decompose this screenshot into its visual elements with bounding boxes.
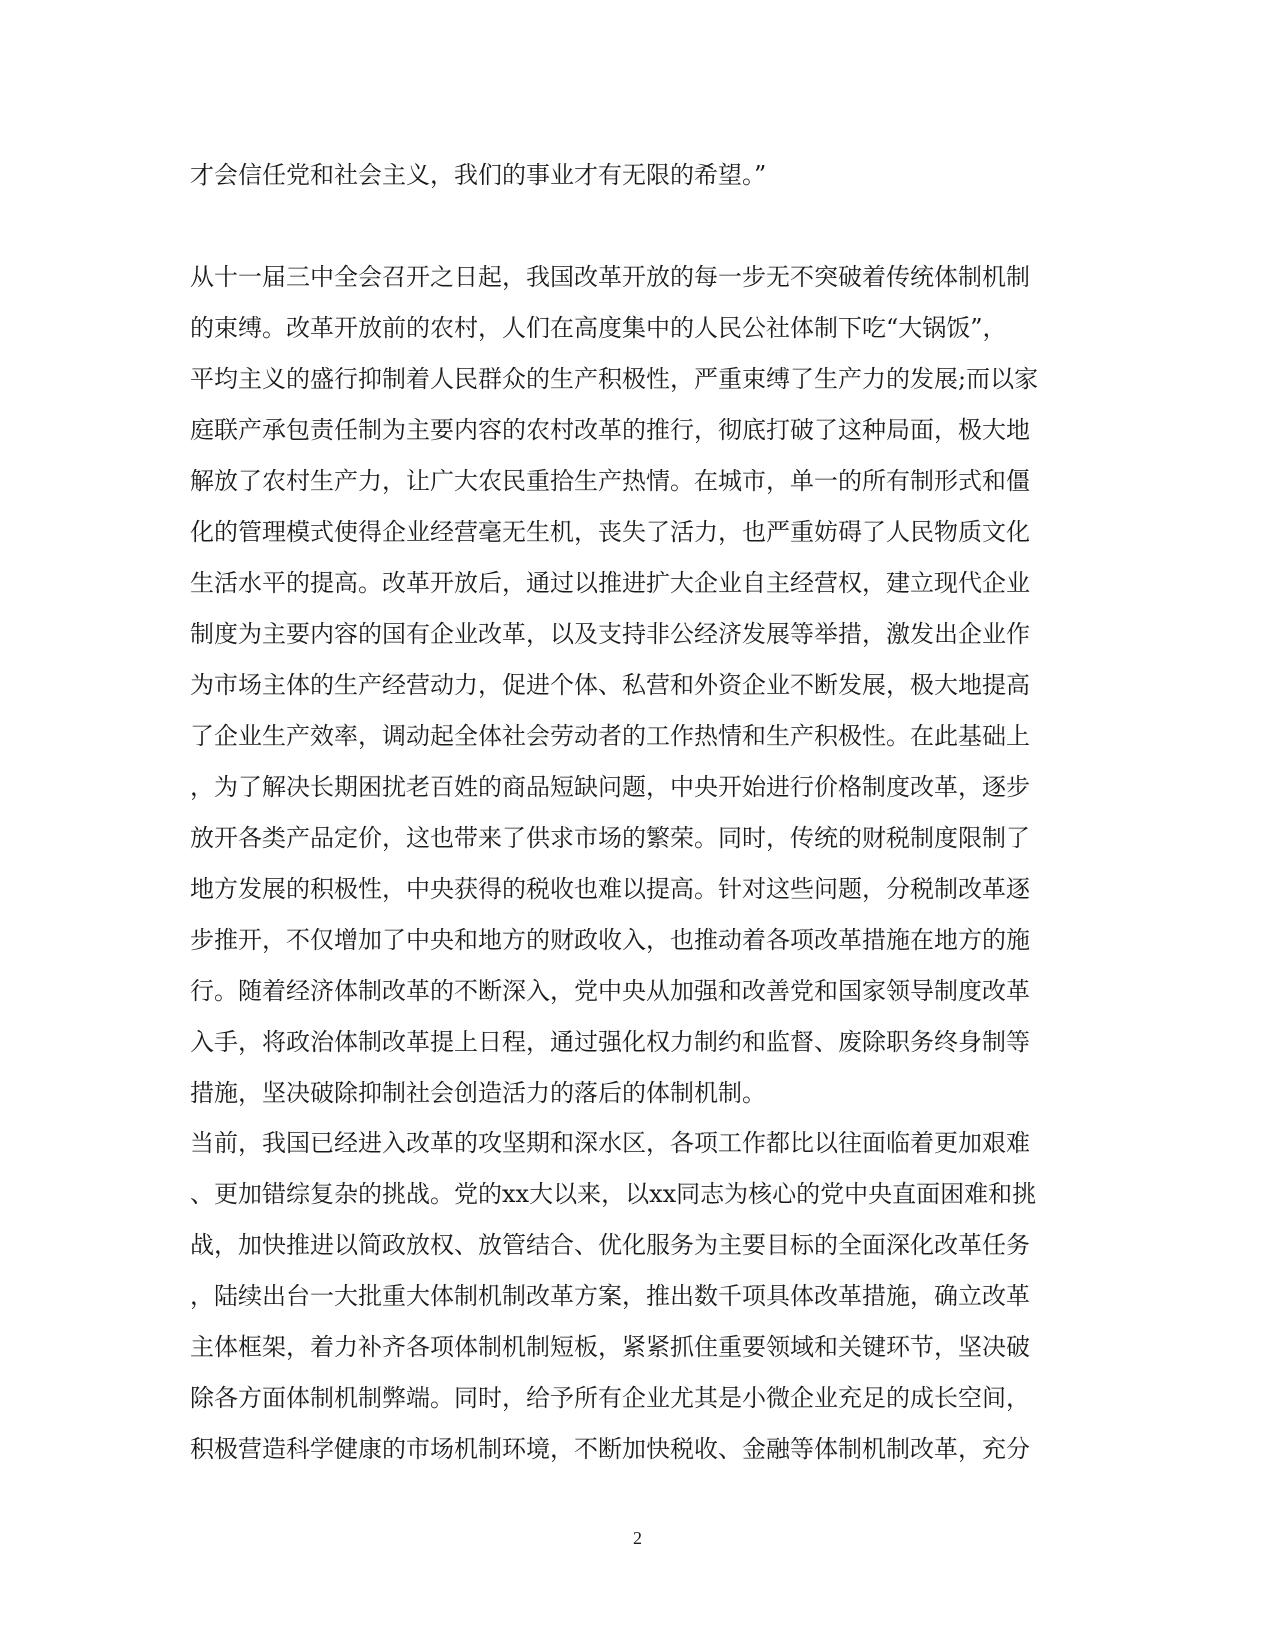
paragraph-3 (190, 1118, 1090, 1475)
text-line: 步推开，不仅增加了中央和地方的财政收入，也推动着各项改革措施在地方的施 (190, 926, 1030, 954)
text-line: ，为了解决长期困扰老百姓的商品短缺问题，中央开始进行价格制度改革，逐步 (190, 773, 1030, 801)
text-line: 当前，我国已经进入改革的攻坚期和深水区，各项工作都比以往面临着更加艰难 (190, 1129, 1030, 1157)
text-line: 除各方面体制机制弊端。同时，给予所有企业尤其是小微企业充足的成长空间， (190, 1384, 1030, 1412)
text-line: 平均主义的盛行抑制着人民群众的生产积极性，严重束缚了生产力的发展;而以家 (190, 365, 1039, 393)
text-line: 为市场主体的生产经营动力，促进个体、私营和外资企业不断发展，极大地提高 (190, 671, 1030, 699)
text-line: 主体框架，着力补齐各项体制机制短板，紧紧抓住重要领域和关键环节，坚决破 (190, 1333, 1030, 1361)
paragraph-2 (190, 252, 1090, 1119)
text-line: 生活水平的提高。改革开放后，通过以推进扩大企业自主经营权，建立现代企业 (190, 569, 1030, 597)
text-line: 从十一届三中全会召开之日起，我国改革开放的每一步无不突破着传统体制机制 (190, 263, 1030, 291)
text-line: 行。随着经济体制改革的不断深入，党中央从加强和改善党和国家领导制度改革 (190, 977, 1030, 1005)
text-line: ，陆续出台一大批重大体制机制改革方案，推出数千项具体改革措施，确立改革 (190, 1282, 1030, 1310)
text-line: 入手，将政治体制改革提上日程，通过强化权力制约和监督、废除职务终身制等 (190, 1028, 1030, 1056)
paragraph-1 (190, 150, 1090, 201)
text-line: 地方发展的积极性，中央获得的税收也难以提高。针对这些问题，分税制改革逐 (190, 875, 1030, 903)
text-line: 庭联产承包责任制为主要内容的农村改革的推行，彻底打破了这种局面，极大地 (190, 416, 1030, 444)
text-line: 积极营造科学健康的市场机制环境，不断加快税收、金融等体制机制改革，充分 (190, 1435, 1030, 1463)
text-line: 解放了农村生产力，让广大农民重拾生产热情。在城市，单一的所有制形式和僵 (190, 467, 1030, 495)
text-line: 措施，坚决破除抑制社会创造活力的落后的体制机制。 (190, 1079, 766, 1107)
text-line: 放开各类产品定价，这也带来了供求市场的繁荣。同时，传统的财税制度限制了 (190, 824, 1030, 852)
text-line: 制度为主要内容的国有企业改革，以及支持非公经济发展等举措，激发出企业作 (190, 620, 1030, 648)
text-line: 的束缚。改革开放前的农村，人们在高度集中的人民公社体制下吃“大锅饭”， (190, 314, 1007, 342)
text-line: 、更加错综复杂的挑战。党的xx大以来，以xx同志为核心的党中央直面困难和挑 (190, 1180, 1037, 1208)
page-number: 2 (633, 1528, 642, 1548)
text-line: 战，加快推进以简政放权、放管结合、优化服务为主要目标的全面深化改革任务 (190, 1231, 1030, 1259)
text-line: 才会信任党和社会主义，我们的事业才有无限的希望。” (190, 161, 767, 189)
text-line: 了企业生产效率，调动起全体社会劳动者的工作热情和生产积极性。在此基础上 (190, 722, 1030, 750)
text-line: 化的管理模式使得企业经营毫无生机，丧失了活力，也严重妨碍了人民物质文化 (190, 518, 1030, 546)
